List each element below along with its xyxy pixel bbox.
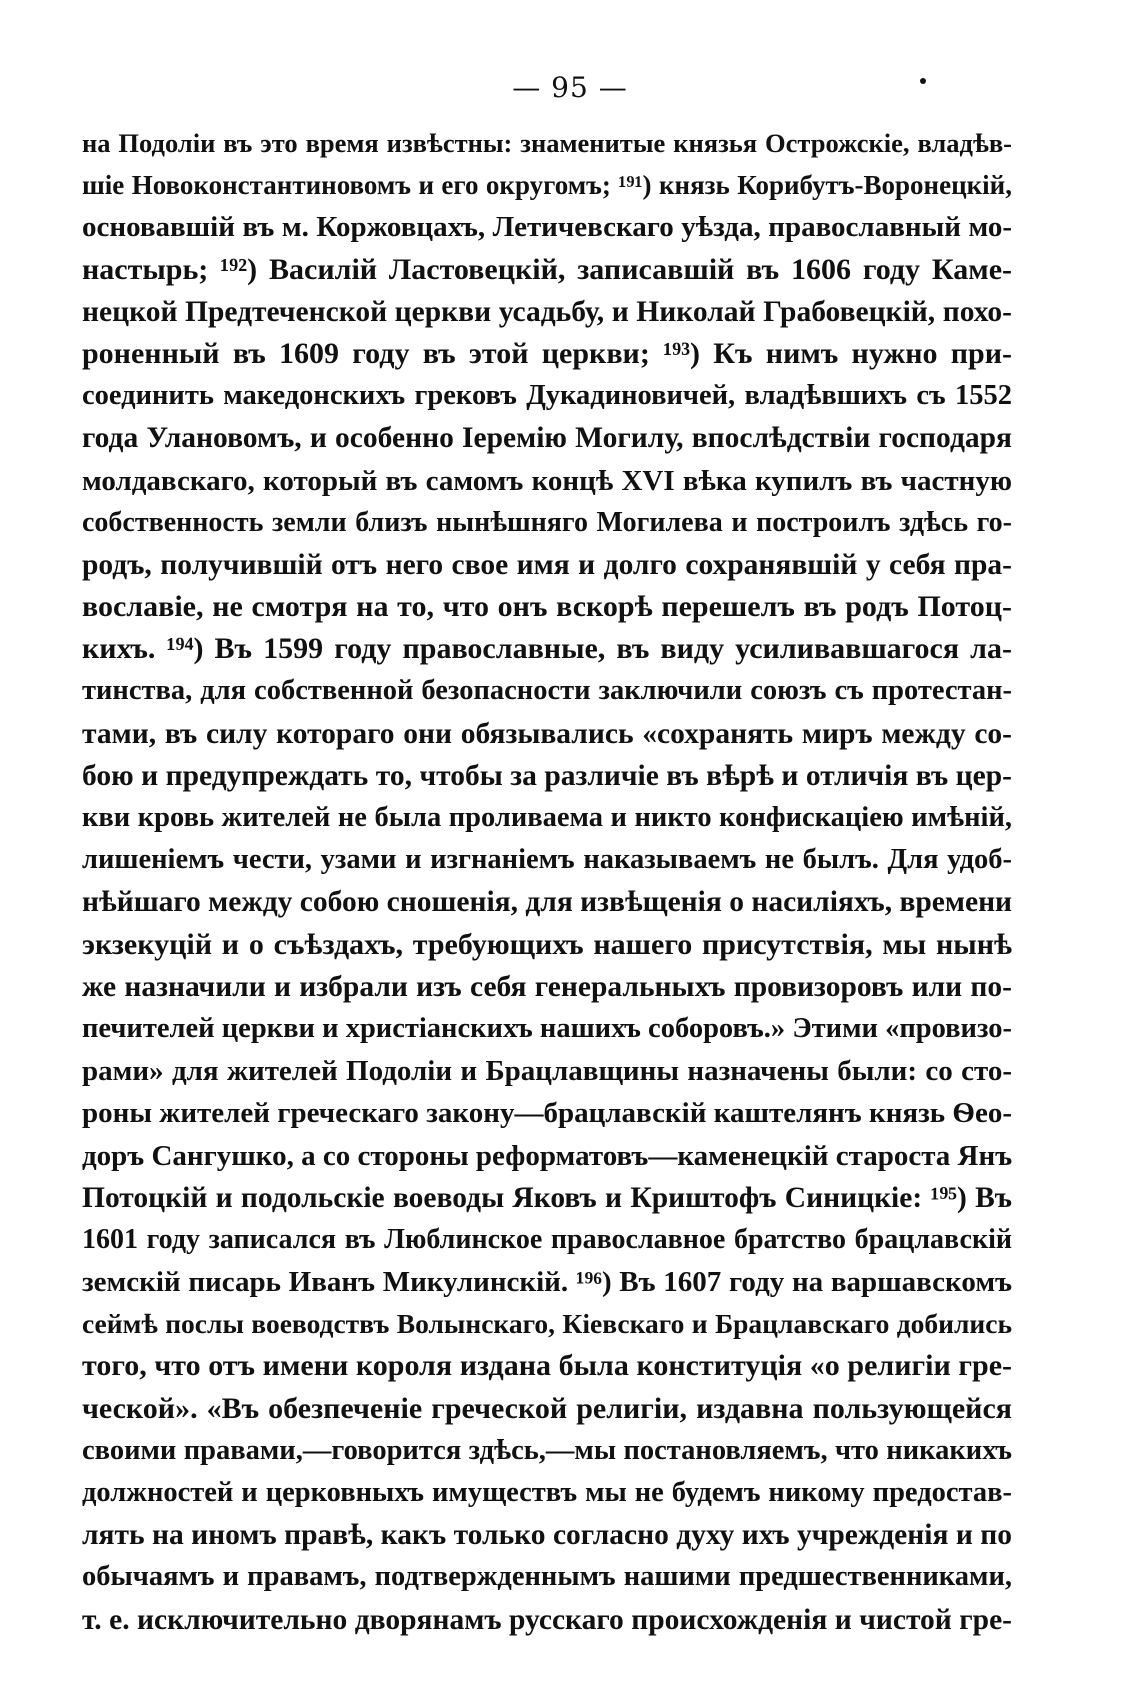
text-line: лишеніемъ чести, узами и изгнаніемъ наказываемъ не былъ. Для удоб- xyxy=(82,844,1012,876)
text-line: кихъ. ¹⁹⁴) Въ 1599 году православные, въ виду усиливавшагося ла- xyxy=(82,632,1012,666)
text-line: настырь; ¹⁹²) Василій Ластовецкій, записавшій въ 1606 году Каме- xyxy=(82,252,1012,286)
text-line: собственность земли близъ нынѣшняго Могилева и построилъ здѣсь го- xyxy=(82,506,1012,538)
text-line: нецкой Предтеченской церкви усадьбу, и Николай Грабовецкій, похо- xyxy=(82,295,1012,328)
text-line: роны жителей греческаго закону—брацлавскій каштелянъ князь Ѳео- xyxy=(82,1097,1012,1130)
text-line: бою и предупреждать то, чтобы за различіе въ вѣрѣ и отличія въ цер- xyxy=(82,759,1012,792)
text-line: того, что отъ имени короля издана была конституція «о религіи гре- xyxy=(82,1349,1012,1383)
text-line: т. е. исключительно дворянамъ русскаго происхожденія и чистой гре- xyxy=(82,1603,1012,1636)
text-line: рами» для жителей Подоліи и Брацлавщины назначены были: со сто- xyxy=(82,1055,1012,1088)
text-line: же назначили и избрали изъ себя генеральныхъ провизоровъ или по- xyxy=(82,970,1012,1003)
text-line: шіе Новоконстантиновомъ и его округомъ; ¹⁹¹) князь Корибутъ-Воронецкій, xyxy=(82,170,1012,201)
text-line: вославіе, не смотря на то, что онъ вскорѣ перешелъ въ родъ Потоц- xyxy=(82,590,1012,624)
text-line: должностей и церковныхъ имуществъ мы не будемъ никому предостав- xyxy=(82,1477,1012,1508)
text-line: родъ, получившій отъ него свое имя и долго сохранявшій у себя пра- xyxy=(82,548,1012,581)
text-line: 1601 году записался въ Люблинское православное братство брацлавскій xyxy=(82,1223,1012,1255)
text-line: роненный въ 1609 году въ этой церкви; ¹⁹³) Къ нимъ нужно при- xyxy=(82,336,1012,370)
page-number: — 95 — xyxy=(512,71,628,104)
text-line: сеймѣ послы воеводствъ Волынскаго, Кіевскаго и Брацлавскаго добились xyxy=(82,1308,1012,1340)
ink-speck xyxy=(920,78,926,84)
text-line: тинства, для собственной безопасности заключили союзъ съ протестан- xyxy=(82,675,1012,707)
text-line: молдавскаго, который въ самомъ концѣ XVI вѣка купилъ въ частную xyxy=(82,464,1012,497)
text-line: земскій писарь Иванъ Микулинскій. ¹⁹⁶) Въ 1607 году на варшавскомъ xyxy=(82,1266,1012,1299)
text-line: на Подоліи въ это время извѣстны: знаменитые князья Острожскіе, владѣв- xyxy=(82,128,1012,158)
text-line: года Улановомъ, и особенно Іеремію Могилу, впослѣдствіи господаря xyxy=(82,422,1012,455)
text-line: лять на иномъ правѣ, какъ только согласно духу ихъ учрежденія и по xyxy=(82,1519,1012,1552)
text-line: тами, въ силу котораго они обязывались «сохранять миръ между со- xyxy=(82,717,1012,750)
text-line: печителей церкви и христіанскихъ нашихъ соборовъ.» Этими «провизо- xyxy=(82,1012,1012,1044)
text-line: соединить македонскихъ грековъ Дукадиновичей, владѣвшихъ съ 1552 xyxy=(82,380,1012,412)
text-line: основавшій въ м. Коржовцахъ, Летичевскаго уѣзда, православный мо- xyxy=(82,211,1012,244)
text-line: своими правами,—говорится здѣсь,—мы постановляемъ, что никакихъ xyxy=(82,1434,1012,1466)
text-line: доръ Сангушко, а со стороны реформатовъ—каменецкій староста Янъ xyxy=(82,1139,1012,1172)
text-line: Потоцкій и подольскіе воеводы Яковъ и Криштофъ Синицкіе: ¹⁹⁵) Въ xyxy=(82,1181,1012,1214)
text-line: нѣйшаго между собою сношенія, для извѣщенія о насиліяхъ, времени xyxy=(82,886,1012,919)
text-line: кви кровь жителей не была проливаема и никто конфискаціею имѣній, xyxy=(82,802,1012,833)
text-line: обычаямъ и правамъ, подтвержденнымъ нашими предшественниками, xyxy=(82,1561,1012,1593)
body-text xyxy=(82,122,1012,1641)
text-line: экзекуцій и о съѣздахъ, требующихъ нашего присутствія, мы нынѣ xyxy=(82,927,1012,961)
text-line: ческой». «Въ обезпеченіе греческой религіи, издавна пользующейся xyxy=(82,1391,1012,1425)
